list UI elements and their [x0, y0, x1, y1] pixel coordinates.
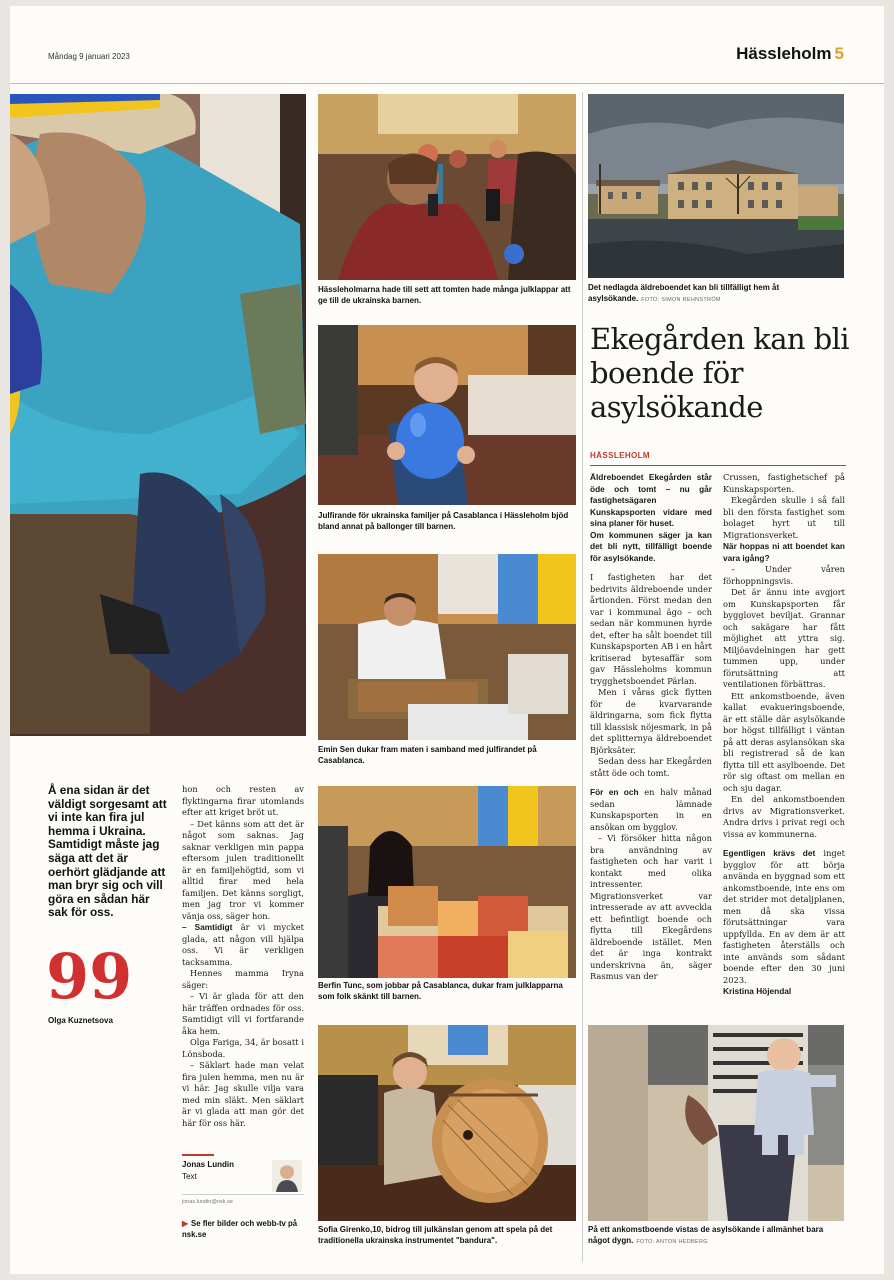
paragraph: En del ankomstboenden drivs av Migrationsverket. Andra drivs i privat regi och vissa av kommunerna. — [723, 794, 845, 839]
paragraph-lead-bold: Egentligen krävs det — [723, 848, 816, 858]
issue-date: Måndag 9 januari 2023 — [48, 52, 130, 61]
article-kicker: HÄSSLEHOLM — [590, 451, 650, 460]
photo-woman-presents — [318, 786, 576, 978]
quote-attribution: Olga Kuznetsova — [48, 1016, 113, 1025]
caption-man-serving-food: Emin Sen dukar fram maten i samband med julfirandet på Casablanca. — [318, 745, 537, 765]
caption-man-holding-baby — [588, 1224, 844, 1248]
photo-man-serving-food — [318, 554, 576, 740]
column-divider — [582, 92, 583, 1262]
paragraph: Men i våras gick flytten för de kvarvarande äldringarna, som fick flytta till klassisk nöjesmark, in på det splitternya äldreboendet Björksäter. — [590, 687, 712, 755]
caption-baby-text: På ett ankomstboende vistas de asylsökande i allmänhet bara något dygn. — [588, 1225, 824, 1245]
byline-name: Jonas Lundin — [182, 1160, 234, 1169]
pull-quote: Å ena sidan är det väldigt sorgesamt att vi inte kan fira jul hemma i Ukraina. Samtidigt måste jag säga att det är oerhört glädjande att man bryr sig och vill göra en sådan här sak för oss. — [48, 783, 167, 920]
paragraph — [590, 787, 712, 833]
paragraph: – Vi är glada för att den här träffen ordnades för oss. Samtidigt vill vi fortfarande åka hem. — [182, 991, 304, 1036]
photo-woman-blue-shirt — [10, 94, 306, 736]
photo-credit-building: FOTO: SIMON REHNSTRÖM — [641, 297, 721, 303]
paragraph: hon och resten av flyktingarna firar utomlands efter att kriget bröt ut. — [182, 784, 304, 817]
paragraph — [723, 848, 845, 986]
paragraph: – Under våren förhoppningsvis. — [723, 564, 845, 586]
article-lead: Äldreboendet Ekegården står öde och tomt – nu går fastighetsägaren Kunskapsporten vidare med sina planer för huset. — [590, 472, 712, 528]
photo-girl-bandura — [318, 1025, 576, 1221]
paragraph: I fastigheten har det bedrivits äldreboende under årtionden. Först medan den var i kommunal ägo – och sedan när kommunen hyrde det, efter ha sålt boendet till Kunskapsporten AB i en hårt kritiserad bytesaffär som gav Hässleholms kommun trygghetsboendet Pärlan. — [590, 572, 712, 686]
caption-woman-presents: Berfin Tunc, som jobbar på Casablanca, dukar fram julklapparna som folk skänkt till barnen. — [318, 981, 563, 1001]
page-number: 5 — [834, 44, 844, 63]
byline — [182, 1159, 234, 1183]
header-rule — [10, 83, 884, 84]
paragraph-text: inget bygglov för att börja använda en byggnad som ett ankomstboende, inte ens om det strider mot detaljplanen, men då ska vissa förutsättningar vara uppfyllda. En av dem är att fastigheten återställs och inte används som sådant boende efter den 30 juni 2023. — [723, 848, 845, 985]
interview-question — [723, 541, 845, 564]
paragraph: – Det känns som att det är något som saknas. Jag saknar verkligen min pappa eftersom julen traditionellt är en familjehögtid, som vi alltid firar med hela familjen. Det känns sorgligt, men jag tror vi kommer vänja oss, säger hon. — [182, 818, 304, 921]
kicker-rule — [590, 465, 846, 466]
article-byline: Kristina Höjendal — [723, 986, 792, 996]
article-column-1 — [590, 472, 712, 983]
paragraph: Ett ankomstboende, även kallat evakueringsboende, är ett ställe där asylsökande bor högst tillfälligt i väntan på att deras asylansökan ska bli registrerad så de kan flytta till ett asylboende. Det rör sig oftast om mellan en och sju dagar. — [723, 690, 845, 793]
quote-marks-icon: 99 — [46, 940, 133, 1013]
caption-building-text: Det nedlagda äldreboendet kan bli tillfälligt hem åt asylsökande. — [588, 283, 780, 303]
more-link-text: Se fler bilder och webb-tv på nsk.se — [182, 1219, 298, 1239]
paragraph: Ekegården skulle i så fall bli den första fastighet som bolaget hyrt ut till Migrationsverket. — [723, 495, 845, 540]
paragraph: Sedan dess har Ekegården stått öde och tomt. — [590, 756, 712, 778]
photo-ekegarden-building — [588, 94, 844, 278]
photo-christmas-party — [318, 94, 576, 280]
byline-role: Text — [182, 1172, 197, 1181]
caption-ekegarden-building — [588, 282, 846, 306]
byline-rule — [182, 1154, 214, 1156]
paragraph-text: en halv månad sedan lämnade Kunskapsporten in en ansökan om bygglov. — [590, 787, 712, 832]
paragraph-lead-bold: För en och — [590, 787, 639, 797]
paragraph: – Vi försöker hitta någon bra användning av fastigheten och har varit i kontakt med olika intressenter. Migrationsverket var intresserade av att avveckla ett befintligt boende och flytta till Ekegårdens äldreboende istället. Men det är inga kontrakt underskrivna än, säger Rasmus van der — [590, 833, 712, 981]
paragraph: Crussen, fastighetschef på Kunskapsporten. — [723, 472, 845, 494]
paragraph-text: är vi mycket glada, att någon vill hjälpa oss. Vi är verkligen tacksamma. — [182, 922, 305, 967]
story-column-left — [182, 784, 304, 1129]
paragraph-lead-bold: – Samtidigt — [182, 922, 233, 932]
photo-man-holding-baby — [588, 1025, 844, 1221]
more-link[interactable] — [182, 1218, 312, 1240]
interview-question-text: När hoppas ni att boendet kan vara igång? — [723, 541, 845, 563]
article-column-2 — [723, 472, 845, 998]
photo-boy-balloon — [318, 325, 576, 505]
play-triangle-icon: ▶ — [182, 1219, 188, 1228]
section-header — [736, 44, 844, 64]
caption-girl-bandura: Sofia Girenko,10, bidrog till julkänslan genom att spela på det traditionella ukrainska instrumentet "bandura". — [318, 1225, 553, 1245]
paragraph: Olga Fariga, 34, är bosatt i Lönsboda. — [182, 1037, 304, 1059]
caption-boy-balloon: Julfirande för ukrainska familjer på Casablanca i Hässleholm bjöd bland annat på ballonger till barnen. — [318, 511, 569, 531]
byline-email: jonas.lundin@nsk.se — [182, 1199, 233, 1205]
author-portrait — [272, 1160, 302, 1192]
paragraph: Hennes mamma Iryna säger: — [182, 968, 304, 990]
paragraph: Det är ännu inte avgjort om Kunskapsporten får bygglovet beviljat. Grannar och sakägare har fått möjlighet att yttra sig. Miljöavdelningen har gett tummen upp, under förutsättning att ventilationen förbättras. — [723, 587, 845, 689]
photo-credit-baby: FOTO: ANTON HEDBERG — [636, 1239, 708, 1245]
newspaper-page — [10, 6, 884, 1274]
section-name: Hässleholm — [736, 44, 832, 63]
byline-divider — [182, 1194, 304, 1195]
paragraph: – Säklart hade man velat fira julen hemma, men nu är vi här. Jag skulle vilja vara med min släkt. Men säklart är vi glada att man gör det här för oss här. — [182, 1060, 304, 1128]
article-headline: Ekegården kan bli boende för asylsökande — [590, 322, 849, 424]
caption-christmas-party: Hässleholmarna hade till sett att tomten hade många julklappar att ge till de ukrainska barnen. — [318, 285, 571, 305]
paragraph — [182, 922, 304, 968]
article-lead-2: Om kommunen säger ja kan det bli nytt, tillfälligt boende för asylsökande. — [590, 529, 712, 563]
